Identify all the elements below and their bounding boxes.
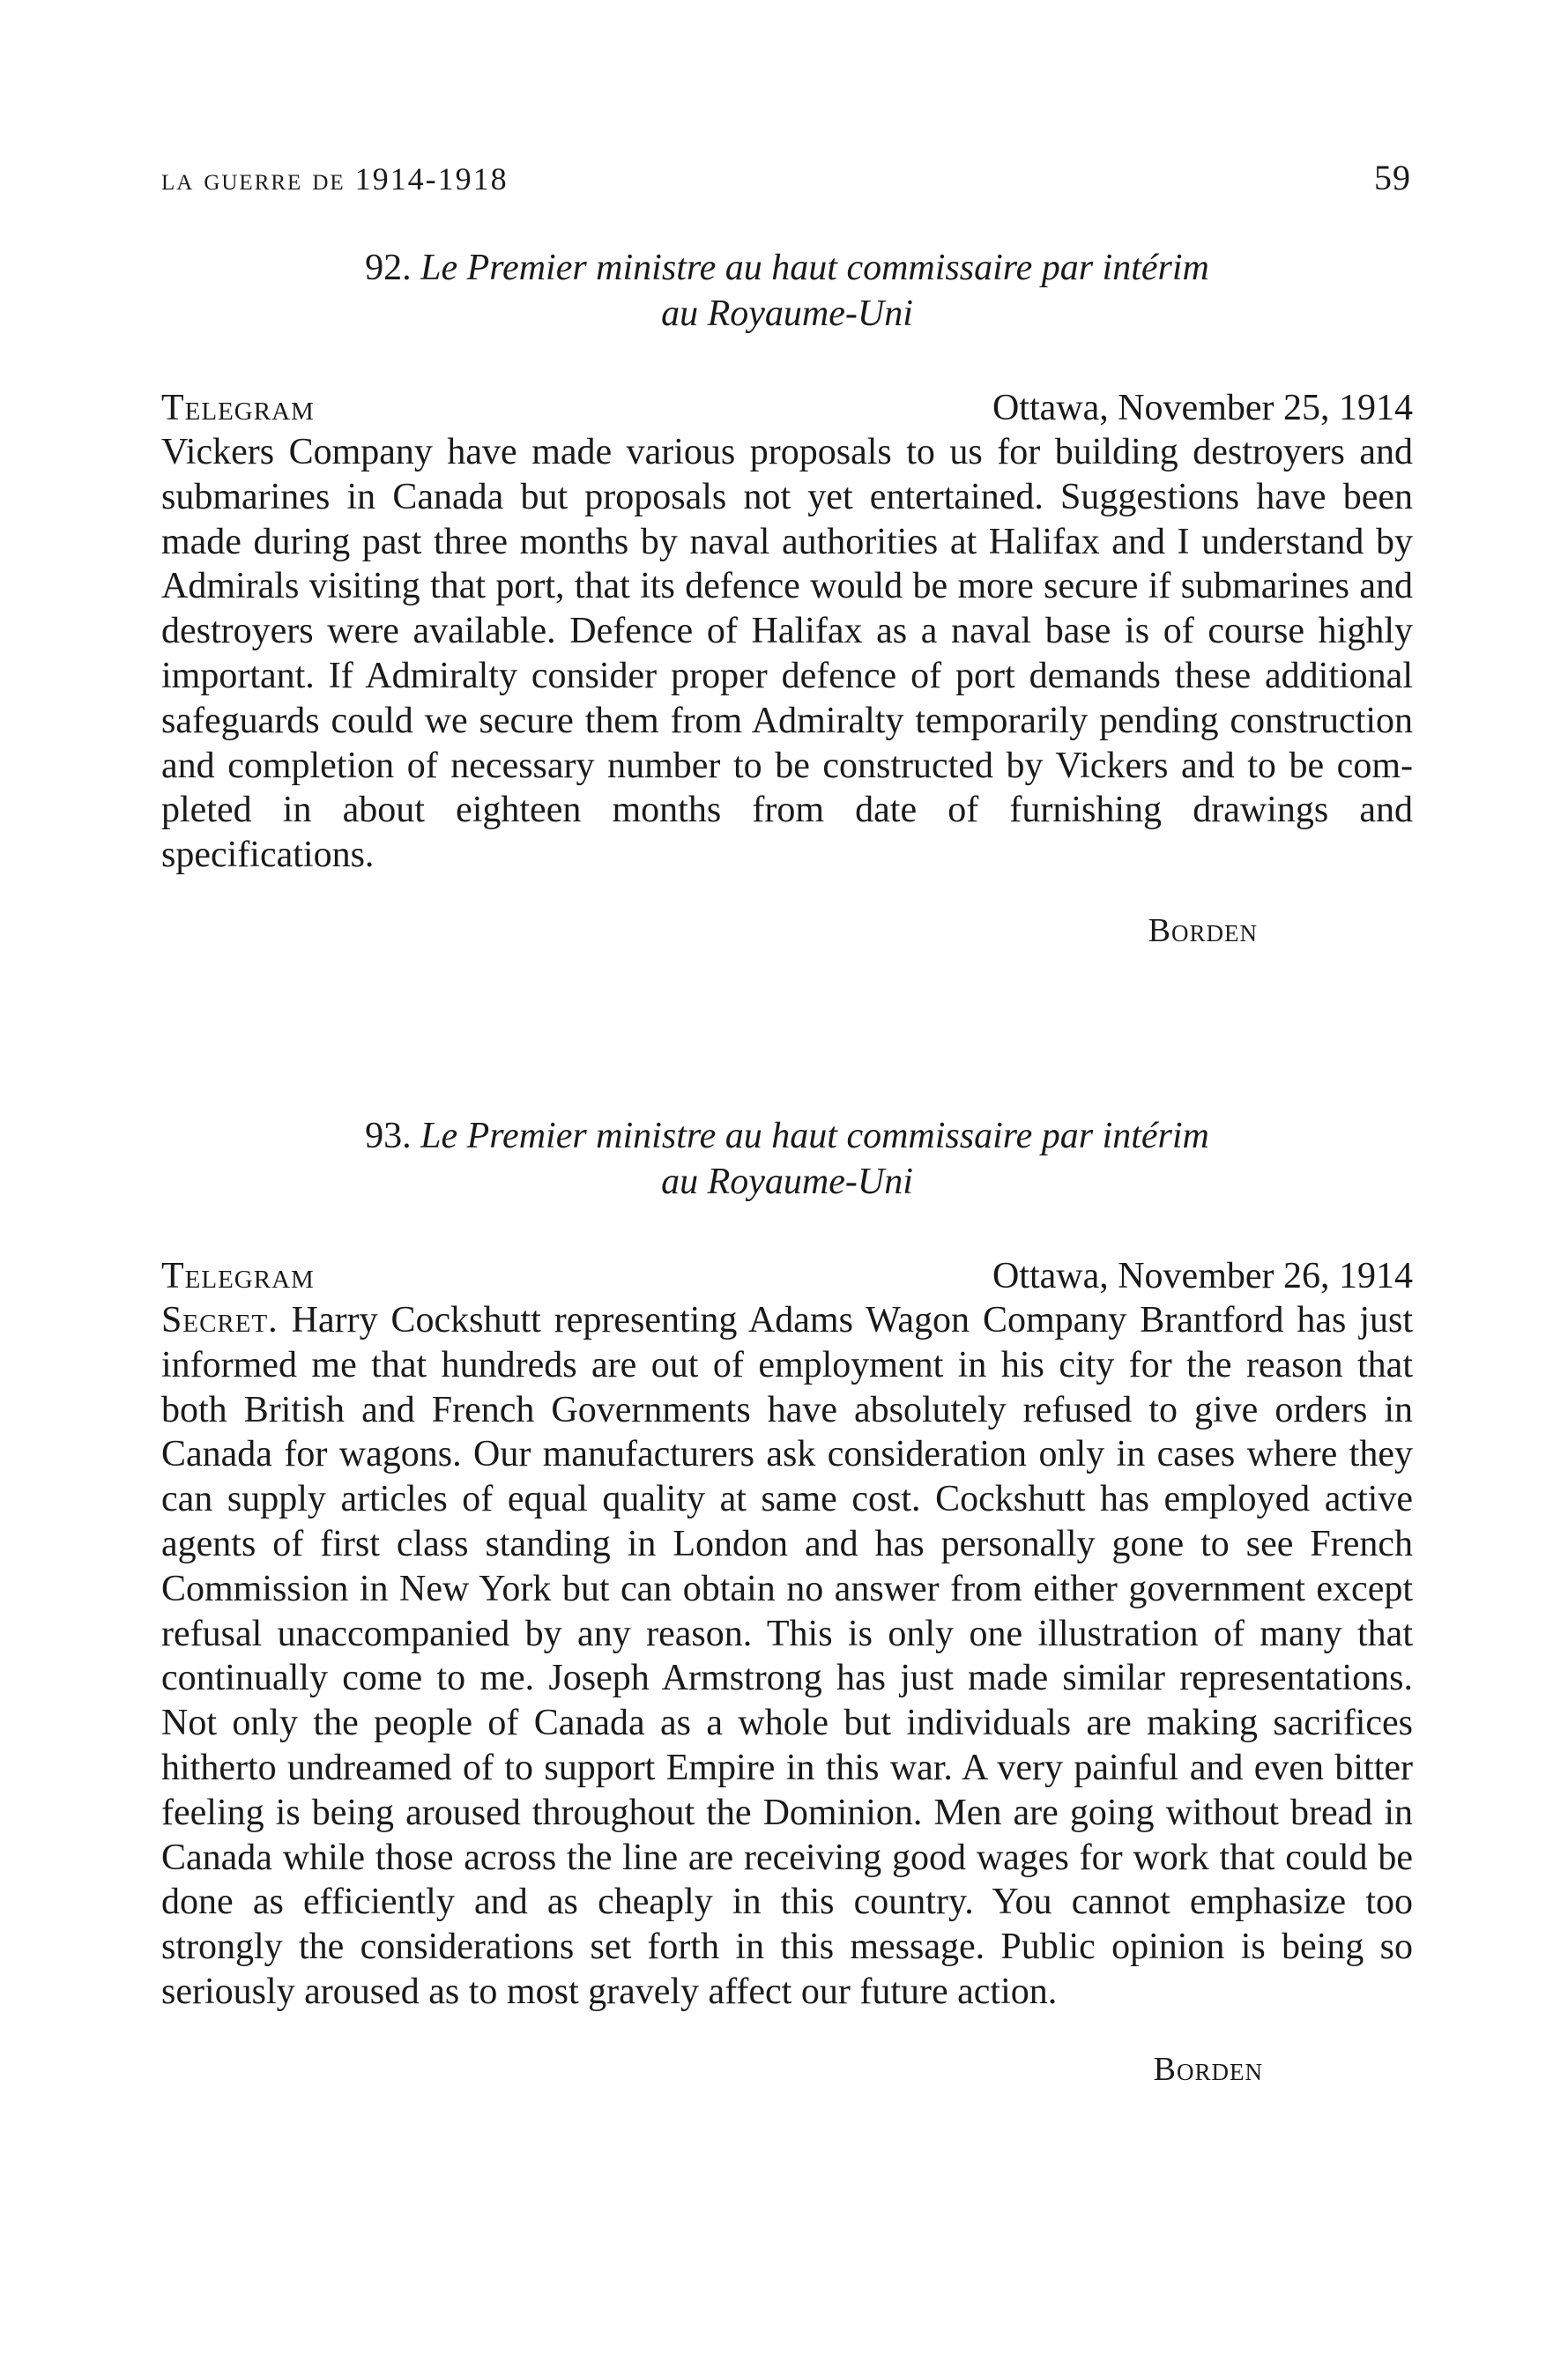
document-93 [161,1113,1413,2089]
document-type: Telegram [161,388,315,428]
document-92 [161,245,1413,950]
document-heading [161,245,1413,337]
document-title-line2: au Royaume-Uni [661,1162,913,1202]
document-body-text: Harry Cockshutt representing Adams Wagon Company Brantford has just informed me that hundreds are out of employment in his city for the reason that both British and French Governments have absolutely refused to give orders in Canada for wagons. Our manufacturers ask consideration only in cases where they can supply articles of equal quality at same cost. Cockshutt has employed active agents of first class standing in London and has personally gone to see French Commission in New York but can obtain no answer from either government except refusal unaccompanied by any reason. This is only one illustration of many that continually come to me. Joseph Armstrong has just made similar representations. Not only the people of Canada as a whole but individuals are making sacrifices hitherto undreamed of to support Empire in this war. A very painful and even bitter feeling is being aroused throughout the Dominion. Men are going without bread in Canada while those across the line are receiving good wages for work that could be done as efficiently and as cheaply in this country. You cannot emphasize too strongly the considerations set forth in this message. Public opinion is being so seriously aroused as to most gravely affect our future action. [161,1300,1413,2012]
document-heading [161,1113,1413,1205]
document-body [161,1298,1413,2015]
signature: Borden [1148,911,1258,949]
document-meta [161,1254,1413,1298]
document-meta [161,386,1413,430]
document-title-line1: Le Premier ministre au haut commissaire par intérim [420,248,1209,288]
document-number: 93. [365,1116,412,1156]
page [161,157,1413,2088]
page-number: 59 [1374,158,1411,197]
document-title-line2: au Royaume-Uni [661,293,913,334]
document-number: 92. [365,248,412,288]
document-body: Vickers Company have made various proposals to us for building destroyers and submarines in Canada but proposals not yet entertained. Suggestions have been made during past three months by naval authorities at Halifax and I understand by Admirals visiting that port, that its defence would be more secure if submarines and destroyers were available. Defence of Halifax as a naval base is of course highly important. If Admiralty consider proper defence of port demands these additional safeguards could we secure them from Admiralty temporarily pending construction and completion of necessary number to be constructed by Vickers and to be completed in about eighteen months from date of furnishing drawings and specifications. [161,432,1413,876]
document-title-line1: Le Premier ministre au haut commissaire par intérim [420,1116,1209,1156]
place-date: Ottawa, November 26, 1914 [992,1256,1413,1296]
classification-label: Secret. [161,1300,279,1340]
document-type: Telegram [161,1256,315,1296]
running-head [161,157,1413,198]
place-date: Ottawa, November 25, 1914 [992,388,1413,428]
running-head-title: la guerre de 1914-1918 [161,161,509,197]
signature: Borden [1153,2050,1263,2088]
